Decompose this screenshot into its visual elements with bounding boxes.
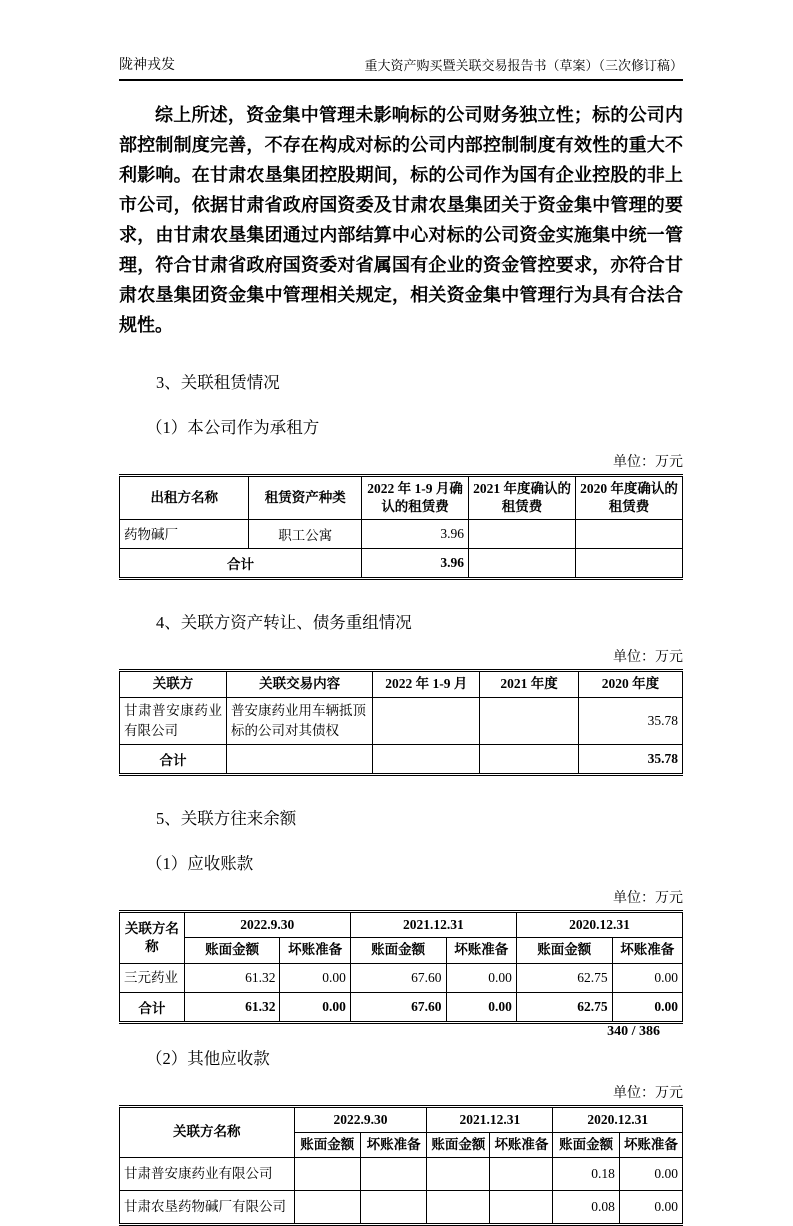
receivables-group-2020: 2020.12.31 <box>516 912 682 938</box>
transfer-col-2021: 2021 年度 <box>480 671 579 697</box>
other-receivables-group-header-row <box>120 1106 683 1132</box>
other-receivables-group-2022: 2022.9.30 <box>294 1106 427 1132</box>
other-receivables-2022-baddebt: 坏账准备 <box>360 1132 426 1157</box>
transfer-2020-value: 35.78 <box>578 697 682 745</box>
rental-total-label: 合计 <box>120 549 362 579</box>
table-row <box>120 697 683 745</box>
section-3-1-heading: （1）本公司作为承租方 <box>146 418 320 437</box>
or-r1-v1 <box>294 1158 360 1191</box>
receivables-party: 三元药业 <box>120 963 185 992</box>
receivables-v2: 0.00 <box>280 963 350 992</box>
receivables-v3: 67.60 <box>350 963 446 992</box>
or-r1-v6: 0.00 <box>619 1158 682 1191</box>
transfer-party: 甘肃普安康药业有限公司 <box>120 697 227 745</box>
header-report-title: 重大资产购买暨关联交易报告书（草案）（三次修订稿） <box>364 58 683 73</box>
table-row <box>120 520 683 549</box>
table-row <box>120 963 683 992</box>
receivables-2022-book: 账面金额 <box>184 938 280 963</box>
or-r2-v1 <box>294 1191 360 1225</box>
transfer-total-label: 合计 <box>120 745 227 775</box>
transfer-total-content <box>226 745 372 775</box>
transfer-header-row <box>120 671 683 697</box>
rental-lessor: 药物碱厂 <box>120 520 249 549</box>
receivables-v5: 62.75 <box>516 963 612 992</box>
receivables-t1: 61.32 <box>184 992 280 1022</box>
receivables-total-row <box>120 992 683 1022</box>
receivables-t4: 0.00 <box>446 992 516 1022</box>
unit-label-receivables: 单位：万元 <box>613 891 683 907</box>
transfer-total-row <box>120 745 683 775</box>
rental-total-2020 <box>576 549 683 579</box>
other-receivables-party-2: 甘肃农垦药物碱厂有限公司 <box>120 1191 295 1225</box>
receivables-table <box>119 910 683 1023</box>
running-header <box>119 54 683 81</box>
rental-total-2022: 3.96 <box>362 549 469 579</box>
section-4-heading: 4、关联方资产转让、债务重组情况 <box>156 613 412 633</box>
rental-2022-value: 3.96 <box>362 520 469 549</box>
or-r1-v4 <box>490 1158 553 1191</box>
transfer-col-party: 关联方 <box>120 671 227 697</box>
unit-label-rental: 单位：万元 <box>613 455 683 470</box>
summary-paragraph: 综上所述，资金集中管理未影响标的公司财务独立性；标的公司内部控制制度完善，不存在构成对标的公司内部控制制度有效性的重大不利影响。在甘肃农垦集团控股期间，标的公司作为国有企业控股的非上市公司，依据甘肃省政府国资委及甘肃农垦集团关于资金集中管理的要求，由甘肃农垦集团通过内部结算中心对标的公司资金实施集中统一管理，符合甘肃省政府国资委对省属国有企业的资金管控要求，亦符合甘肃农垦集团资金集中管理相关规定，相关资金集中管理行为具有合法合规性。 <box>119 105 683 335</box>
other-receivables-table <box>119 1105 683 1226</box>
or-r1-v3 <box>427 1158 490 1191</box>
rental-asset-type: 职工公寓 <box>249 520 362 549</box>
receivables-t3: 67.60 <box>350 992 446 1022</box>
transfer-total-2022 <box>373 745 480 775</box>
transfer-total-2020: 35.78 <box>578 745 682 775</box>
transfer-col-2022: 2022 年 1-9 月 <box>373 671 480 697</box>
transfer-content: 普安康药业用车辆抵顶标的公司对其债权 <box>226 697 372 745</box>
receivables-2020-baddebt: 坏账准备 <box>612 938 682 963</box>
rental-col-2022: 2022 年 1-9 月确认的租赁费 <box>362 476 469 520</box>
or-r2-v2 <box>360 1191 426 1225</box>
other-receivables-2021-book: 账面金额 <box>427 1132 490 1157</box>
receivables-group-header-row <box>120 912 683 938</box>
rental-2021-value <box>469 520 576 549</box>
page-content <box>119 54 683 1226</box>
rental-total-row <box>120 549 683 579</box>
receivables-corner: 关联方名称 <box>120 912 185 963</box>
receivables-v6: 0.00 <box>612 963 682 992</box>
other-receivables-party-1: 甘肃普安康药业有限公司 <box>120 1158 295 1191</box>
receivables-sub-header-row <box>120 938 683 963</box>
or-r2-v4 <box>490 1191 553 1225</box>
other-receivables-corner: 关联方名称 <box>120 1106 295 1157</box>
unit-label-other-receivables: 单位：万元 <box>613 1085 683 1101</box>
section-5-2-heading: （2）其他应收款 <box>146 1048 270 1068</box>
or-r1-v5: 0.18 <box>553 1158 619 1191</box>
other-receivables-group-2021: 2021.12.31 <box>427 1106 553 1132</box>
receivables-t5: 62.75 <box>516 992 612 1022</box>
other-receivables-group-2020: 2020.12.31 <box>553 1106 683 1132</box>
rental-table <box>119 474 683 580</box>
receivables-group-2021: 2021.12.31 <box>350 912 516 938</box>
receivables-v1: 61.32 <box>184 963 280 992</box>
rental-col-asset-type: 租赁资产种类 <box>249 476 362 520</box>
transfer-col-2020: 2020 年度 <box>578 671 682 697</box>
section-5-heading: 5、关联方往来余额 <box>156 809 297 829</box>
section-5-1-heading: （1）应收账款 <box>146 854 254 874</box>
receivables-2021-book: 账面金额 <box>350 938 446 963</box>
rental-col-lessor: 出租方名称 <box>120 476 249 520</box>
table-row <box>120 1158 683 1191</box>
other-receivables-2020-book: 账面金额 <box>553 1132 619 1157</box>
transfer-table <box>119 669 683 776</box>
rental-col-2020: 2020 年度确认的租赁费 <box>576 476 683 520</box>
rental-col-2021: 2021 年度确认的租赁费 <box>469 476 576 520</box>
rental-2020-value <box>576 520 683 549</box>
table-row <box>120 1191 683 1225</box>
unit-label-transfer: 单位：万元 <box>613 650 683 666</box>
or-r1-v2 <box>360 1158 426 1191</box>
or-r2-v6: 0.00 <box>619 1191 682 1225</box>
page-number: 340 / 386 <box>607 1024 660 1039</box>
section-3-heading: 3、关联租赁情况 <box>156 373 280 392</box>
receivables-t2: 0.00 <box>280 992 350 1022</box>
receivables-group-2022: 2022.9.30 <box>184 912 350 938</box>
transfer-2021-value <box>480 697 579 745</box>
transfer-col-content: 关联交易内容 <box>226 671 372 697</box>
receivables-2020-book: 账面金额 <box>516 938 612 963</box>
rental-header-row <box>120 476 683 520</box>
receivables-v4: 0.00 <box>446 963 516 992</box>
or-r2-v3 <box>427 1191 490 1225</box>
transfer-total-2021 <box>480 745 579 775</box>
receivables-t6: 0.00 <box>612 992 682 1022</box>
header-company-name: 陇神戎发 <box>119 58 175 73</box>
receivables-2021-baddebt: 坏账准备 <box>446 938 516 963</box>
receivables-2022-baddebt: 坏账准备 <box>280 938 350 963</box>
rental-total-2021 <box>469 549 576 579</box>
transfer-2022-value <box>373 697 480 745</box>
receivables-total-label: 合计 <box>120 992 185 1022</box>
other-receivables-2022-book: 账面金额 <box>294 1132 360 1157</box>
or-r2-v5: 0.08 <box>553 1191 619 1225</box>
other-receivables-2021-baddebt: 坏账准备 <box>490 1132 553 1157</box>
other-receivables-2020-baddebt: 坏账准备 <box>619 1132 682 1157</box>
